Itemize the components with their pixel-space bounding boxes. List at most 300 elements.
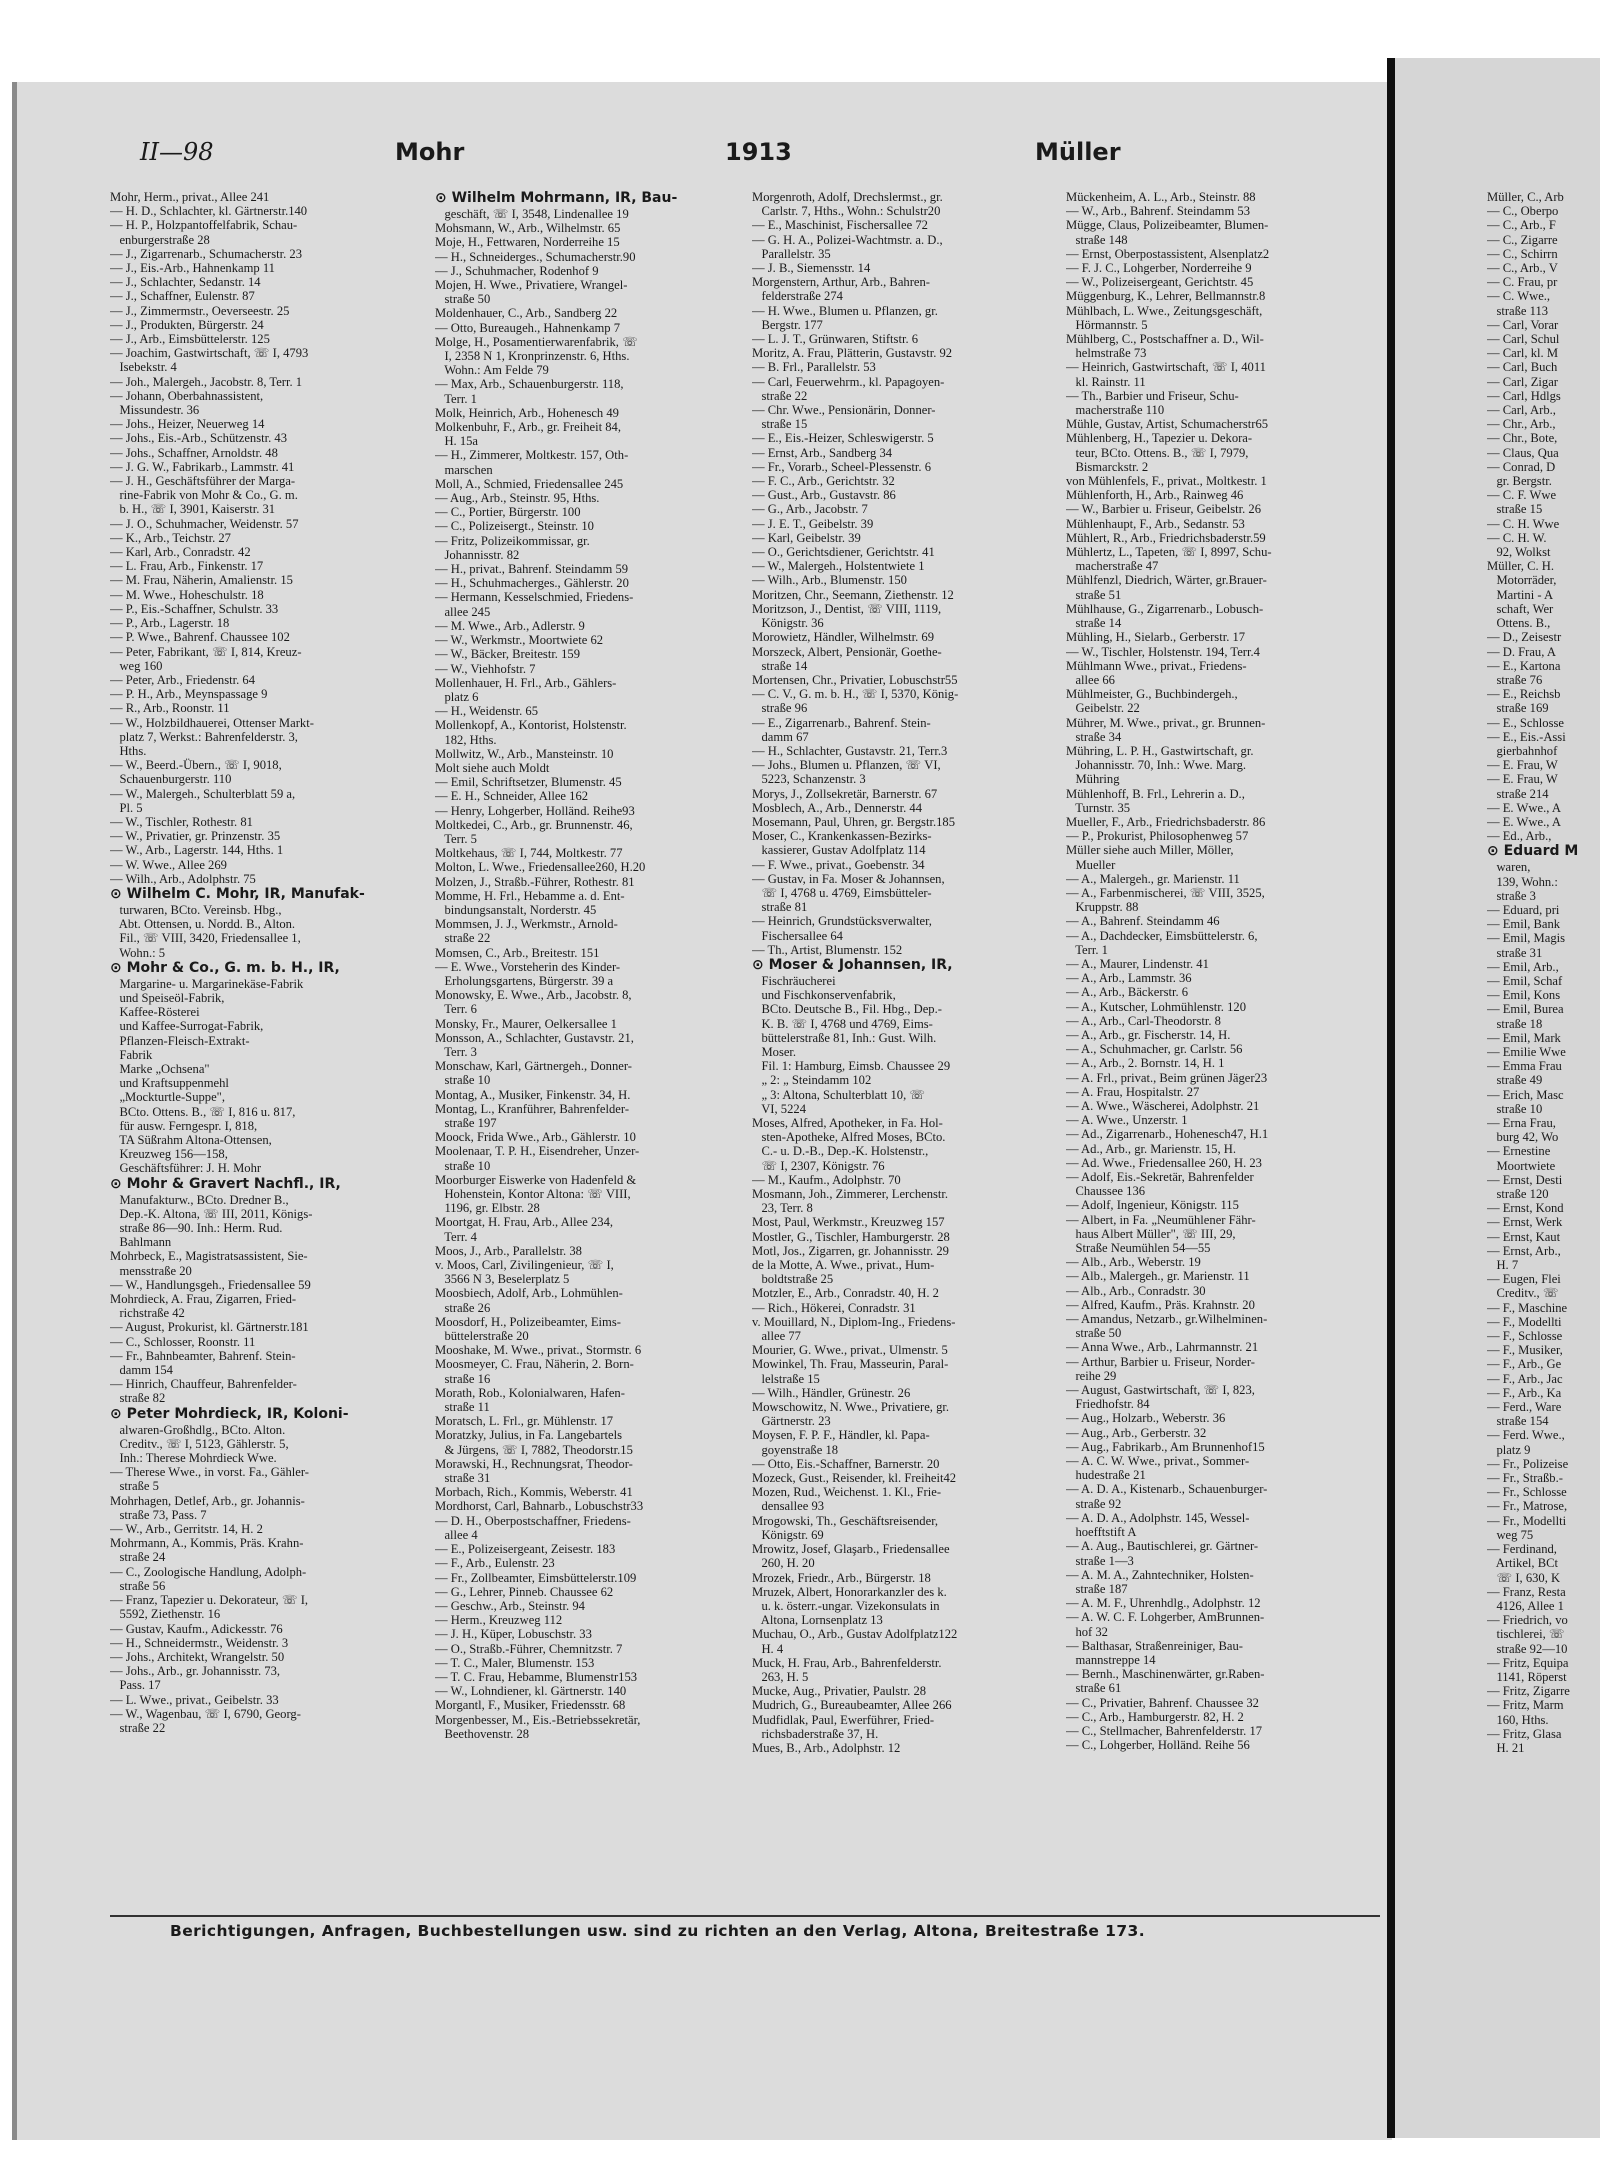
directory-entry-line: — E. Frau, W	[1487, 772, 1558, 787]
directory-entry-line: richstraße 42	[110, 1306, 185, 1321]
directory-entry-line: von Mühlenfels, F., privat., Moltkestr. 1	[1066, 474, 1267, 489]
directory-entry-line: — J. O., Schuhmacher, Weidenstr. 57	[110, 516, 299, 531]
directory-entry-line: ⊙ Moser & Johannsen, IR,	[752, 956, 953, 973]
directory-entry-line: ☏ I, 630, K	[1487, 1570, 1561, 1585]
directory-entry-line: gr. Bergstr.	[1487, 474, 1552, 489]
directory-entry-line: — L. J. T., Grünwaren, Stiftstr. 6	[752, 332, 919, 347]
directory-entry-line: b. H., ☏ I, 3901, Kaiserstr. 31	[110, 502, 276, 517]
directory-entry-line: Morgenroth, Adolf, Drechslermst., gr.	[752, 190, 943, 204]
directory-entry-line: Morys, J., Zollsekretär, Barnerstr. 67	[752, 786, 938, 801]
directory-entry-line: Mohrmann, A., Kommis, Präs. Krahn-	[110, 1536, 304, 1551]
directory-entry-line: Kruppstr. 88	[1066, 900, 1139, 915]
directory-entry-line: Pass. 17	[110, 1678, 161, 1693]
directory-entry-line: — Alb., Arb., Conradstr. 30	[1066, 1283, 1206, 1298]
directory-entry-line: helmstraße 73	[1066, 346, 1147, 361]
directory-entry-line: Bismarckstr. 2	[1066, 459, 1149, 474]
directory-entry-line: — A. Wwe., Unzerstr. 1	[1066, 1113, 1188, 1128]
directory-entry-line: Momsen, C., Arb., Breitestr. 151	[435, 945, 600, 960]
directory-entry-line: Moratzky, Julius, in Fa. Langebartels	[435, 1428, 622, 1443]
directory-entry-line: — Th., Artist, Blumenstr. 152	[752, 942, 903, 957]
directory-entry-line: — Friedrich, vo	[1487, 1613, 1568, 1628]
directory-entry-line: — Ernst, Oberpostassistent, Alsenplatz2	[1066, 246, 1270, 261]
directory-entry-line: — E. Wwe., A	[1487, 814, 1561, 829]
directory-entry-line: Mühlert, R., Arb., Friedrichsbaderstr.59	[1066, 530, 1266, 545]
directory-entry-line: — Ad., Arb., gr. Marienstr. 15, H.	[1066, 1141, 1237, 1156]
page-header	[140, 138, 1380, 178]
directory-entry-line: — P. Wwe., Bahrenf. Chaussee 102	[110, 630, 290, 645]
directory-entry-line: straße 148	[1066, 232, 1128, 247]
directory-entry-line: — E., Zigarrenarb., Bahrenf. Stein-	[752, 715, 931, 730]
directory-entry-line: — C., Arb., F	[1487, 218, 1556, 233]
directory-entry-line: Hths.	[110, 743, 147, 758]
directory-entry-line: — Albert, in Fa. „Neumühlener Fähr-	[1066, 1212, 1256, 1227]
directory-entry-line: — A. C. W. Wwe., privat., Sommer-	[1066, 1454, 1250, 1469]
directory-entry-line: für ausw. Ferngespr. I, 818,	[110, 1118, 258, 1133]
directory-entry-line: BCto. Deutsche B., Fil. Hbg., Dep.-	[752, 1002, 942, 1017]
directory-entry-line: Abt. Ottensen, u. Nordd. B., Alton.	[110, 917, 296, 932]
directory-entry-line: v. Mouillard, N., Diplom-Ing., Friedens-	[752, 1314, 956, 1329]
directory-entry-line: Mohrhagen, Detlef, Arb., gr. Johannis-	[110, 1493, 305, 1508]
directory-entry-line: rine-Fabrik von Mohr & Co., G. m.	[110, 488, 298, 503]
directory-entry-line: Mühlberg, C., Postschaffner a. D., Wil-	[1066, 332, 1264, 347]
directory-entry-line: — Th., Barbier und Friseur, Schu-	[1066, 388, 1239, 403]
directory-entry-line: densallee 93	[752, 1499, 825, 1514]
directory-entry-line: H. 21	[1487, 1740, 1525, 1755]
directory-column-5-partial	[1487, 190, 1600, 1910]
directory-entry-line: — Chr., Bote,	[1487, 431, 1558, 446]
directory-entry-line: — Erich, Masc	[1487, 1087, 1564, 1102]
directory-entry-line: Schauenburgerstr. 110	[110, 772, 232, 787]
directory-entry-line: Mührer, M. Wwe., privat., gr. Brunnen-	[1066, 715, 1266, 730]
directory-entry-line: Moosbiech, Adolf, Arb., Lohmühlen-	[435, 1286, 623, 1301]
directory-entry-line: Friedhofstr. 84	[1066, 1397, 1150, 1412]
directory-entry-line: straße 34	[1066, 729, 1122, 744]
directory-entry-line: — F., Maschine	[1487, 1300, 1568, 1315]
directory-entry-line: — A. Frl., privat., Beim grünen Jäger23	[1066, 1070, 1268, 1085]
directory-entry-line: reihe 29	[1066, 1368, 1117, 1383]
directory-entry-line: — G., Arb., Jacobstr. 7	[752, 502, 868, 517]
directory-entry-line: kl. Rainstr. 11	[1066, 374, 1146, 389]
directory-entry-line: — Arthur, Barbier u. Friseur, Norder-	[1066, 1354, 1255, 1369]
directory-entry-line: — Fr., Matrose,	[1487, 1499, 1568, 1514]
directory-entry-line: ⊙ Eduard M	[1487, 843, 1579, 860]
directory-entry-line: Montag, A., Musiker, Finkenstr. 34, H.	[435, 1087, 631, 1102]
directory-entry-line: straße 49	[1487, 1073, 1543, 1088]
directory-entry-line: — F., Arb., Jac	[1487, 1371, 1563, 1386]
directory-entry-line: straße 18	[1487, 1016, 1543, 1031]
directory-entry-line: 23, Terr. 8	[752, 1201, 813, 1216]
directory-entry-line: — Wilh., Händler, Grünestr. 26	[752, 1385, 911, 1400]
directory-entry-line: straße 14	[1066, 616, 1122, 631]
directory-entry-line: Mohrdieck, A. Frau, Zigarren, Fried-	[110, 1292, 297, 1307]
directory-entry-line: Manufakturw., BCto. Dredner B.,	[110, 1192, 289, 1207]
directory-entry-line: — Ernst, Kond	[1487, 1201, 1564, 1216]
directory-entry-line: Hörmannstr. 5	[1066, 317, 1148, 332]
directory-entry-line: — Henry, Lohgerber, Holländ. Reihe93	[435, 803, 635, 818]
directory-entry-line: straße 26	[435, 1300, 491, 1315]
directory-entry-line: — W., Lohndiener, kl. Gärtnerstr. 140	[435, 1684, 627, 1699]
directory-entry-line: Morgenstern, Arthur, Arb., Bahren-	[752, 275, 930, 290]
directory-entry-line: Königstr. 36	[752, 616, 824, 631]
directory-column-3	[752, 190, 1062, 1910]
directory-entry-line: straße 31	[435, 1471, 491, 1486]
directory-entry-line: — Heinrich, Grundstücksverwalter,	[752, 914, 932, 929]
directory-entry-line: Beethovenstr. 28	[435, 1726, 530, 1741]
directory-entry-line: — W., Polizeisergeant, Gerichtstr. 45	[1066, 275, 1254, 290]
directory-entry-line: — Wilh., Arb., Blumenstr. 150	[752, 573, 907, 588]
directory-entry-line: — P., Arb., Lagerstr. 18	[110, 616, 230, 631]
directory-entry-line: Mudrich, G., Bureaubeamter, Allee 266	[752, 1698, 952, 1713]
directory-entry-line: Molge, H., Posamentierwarenfabrik, ☏	[435, 334, 638, 349]
directory-entry-line: Müller, C., Arb	[1487, 190, 1564, 204]
directory-entry-line: Mühle, Gustav, Artist, Schumacherstr65	[1066, 417, 1269, 432]
directory-column-4	[1066, 190, 1376, 1910]
directory-entry-line: Morbach, Rich., Kommis, Weberstr. 41	[435, 1485, 633, 1500]
directory-entry-line: Moldenhauer, C., Arb., Sandberg 22	[435, 306, 618, 321]
directory-entry-line: — F., Modellti	[1487, 1314, 1562, 1329]
directory-entry-line: — E., Eis.-Heizer, Schleswigerstr. 5	[752, 431, 934, 446]
directory-entry-line: straße 56	[110, 1578, 166, 1593]
directory-entry-line: 1141, Röperst	[1487, 1669, 1567, 1684]
directory-entry-line: Mruzek, Albert, Honorarkanzler des k.	[752, 1584, 947, 1599]
directory-entry-line: Erholungsgartens, Bürgerstr. 39 a	[435, 973, 614, 988]
directory-entry-line: Morath, Rob., Kolonialwaren, Hafen-	[435, 1385, 625, 1400]
directory-entry-line: ⊙ Wilhelm C. Mohr, IR, Manufak-	[110, 885, 365, 902]
directory-entry-line: Geibelstr. 22	[1066, 701, 1140, 716]
directory-entry-line: — W., Werkmstr., Moortwiete 62	[435, 633, 604, 648]
directory-entry-line: straße 169	[1487, 701, 1549, 716]
directory-entry-line: — Peter, Arb., Friedenstr. 64	[110, 672, 256, 687]
directory-entry-line: Moje, H., Fettwaren, Norderreihe 15	[435, 235, 620, 250]
directory-entry-line: — H. P., Holzpantoffelfabrik, Schau-	[110, 218, 298, 233]
directory-entry-line: — G. H. A., Polizei-Wachtmstr. a. D.,	[752, 232, 943, 247]
directory-entry-line: Terr. 1	[435, 391, 477, 406]
directory-entry-line: — Johann, Oberbahnassistent,	[110, 388, 264, 403]
directory-entry-line: Artikel, BCt	[1487, 1556, 1559, 1571]
directory-entry-line: — J., Schlachter, Sedanstr. 14	[110, 275, 261, 290]
directory-entry-line: Moosdorf, H., Polizeibeamter, Eims-	[435, 1314, 621, 1329]
directory-entry-line: 160, Hths.	[1487, 1712, 1549, 1727]
directory-entry-line: Moltkehaus, ☏ I, 744, Moltkestr. 77	[435, 846, 623, 861]
directory-entry-line: Moser.	[752, 1044, 797, 1059]
directory-entry-line: K. B. ☏ I, 4768 und 4769, Eims-	[752, 1016, 933, 1031]
directory-entry-line: — M. Wwe., Hoheschulstr. 18	[110, 587, 264, 602]
directory-entry-line: Hohenstein, Kontor Altona: ☏ VIII,	[435, 1187, 631, 1202]
directory-entry-line: — J., Arb., Eimsbüttelerstr. 125	[110, 332, 270, 347]
directory-entry-line: — Max, Arb., Schauenburgerstr. 118,	[435, 377, 624, 392]
directory-entry-line: — Alb., Arb., Weberstr. 19	[1066, 1255, 1201, 1270]
directory-entry-line: — Ferd. Wwe.,	[1487, 1428, 1565, 1443]
directory-entry-line: kassierer, Gustav Adolfplatz 114	[752, 843, 926, 858]
directory-entry-line: — A., Arb., Carl-Theodorstr. 8	[1066, 1013, 1221, 1028]
directory-entry-line: — Heinrich, Gastwirtschaft, ☏ I, 4011	[1066, 360, 1266, 375]
directory-entry-line: — Fritz, Marm	[1487, 1698, 1564, 1713]
directory-entry-line: — E., Maschinist, Fischersallee 72	[752, 218, 928, 233]
directory-entry-line: straße 187	[1066, 1581, 1128, 1596]
directory-entry-line: — H., privat., Bahrenf. Steindamm 59	[435, 562, 629, 577]
directory-entry-line: — C. H. W.	[1487, 530, 1547, 545]
directory-entry-line: straße 73, Pass. 7	[110, 1507, 207, 1522]
directory-entry-line: enburgerstraße 28	[110, 232, 210, 247]
directory-entry-line: — Fritz, Equipa	[1487, 1655, 1569, 1670]
directory-entry-line: — Ferd., Ware	[1487, 1400, 1562, 1415]
directory-entry-line: — Emilie Wwe	[1487, 1044, 1566, 1059]
directory-entry-line: Mowschowitz, N. Wwe., Privatiere, gr.	[752, 1400, 950, 1415]
directory-entry-line: Moritz, A. Frau, Plätterin, Gustavstr. 92	[752, 346, 953, 361]
directory-entry-line: Mühlbach, L. Wwe., Zeitungsgeschäft,	[1066, 303, 1263, 318]
directory-entry-line: — C., Zigarre	[1487, 232, 1558, 247]
directory-entry-line: — Carl, Feuerwehrm., kl. Papagoyen-	[752, 374, 945, 389]
directory-entry-line: Mudfidlak, Paul, Ewerführer, Fried-	[752, 1712, 935, 1727]
directory-entry-line: — Bernh., Maschinenwärter, gr.Raben-	[1066, 1667, 1265, 1682]
directory-entry-line: ☏ I, 4768 u. 4769, Eimsbütteler-	[752, 885, 932, 900]
directory-entry-line: „ 3: Altona, Schulterblatt 10, ☏	[752, 1087, 926, 1102]
directory-entry-line: — Gustav, Kaufm., Adickesstr. 76	[110, 1621, 283, 1636]
directory-entry-line: Mrowitz, Josef, Glaşarb., Friedensallee	[752, 1542, 950, 1557]
directory-entry-line: — Carl, Arb.,	[1487, 403, 1556, 418]
directory-entry-line: Fil. 1: Hamburg, Eimsb. Chaussee 29	[752, 1059, 951, 1074]
directory-entry-line: 5223, Schanzenstr. 3	[752, 772, 866, 787]
directory-entry-line: Mommsen, J. J., Werkmstr., Arnold-	[435, 917, 618, 932]
directory-entry-line: straße 81	[752, 900, 808, 915]
directory-entry-line: — Johs., Arb., gr. Johannisstr. 73,	[110, 1664, 281, 1679]
directory-entry-line: — Herm., Kreuzweg 112	[435, 1613, 563, 1628]
directory-entry-line: — E. Frau, W	[1487, 758, 1558, 773]
directory-entry-line: — A. M. A., Zahntechniker, Holsten-	[1066, 1567, 1254, 1582]
directory-entry-line: — C., Zoologische Handlung, Adolph-	[110, 1564, 307, 1579]
directory-entry-line: lelstraße 15	[752, 1371, 820, 1386]
directory-entry-line: Mühlenhoff, B. Frl., Lehrerin a. D.,	[1066, 786, 1245, 801]
directory-entry-line: BCto. Ottens. B., ☏ I, 816 u. 817,	[110, 1104, 296, 1119]
directory-entry-line: — C., Polizeisergt., Steinstr. 10	[435, 519, 594, 534]
directory-entry-line: macherstraße 110	[1066, 403, 1165, 418]
directory-entry-line: — Claus, Qua	[1487, 445, 1559, 460]
directory-entry-line: — Franz, Tapezier u. Dekorateur, ☏ I,	[110, 1593, 309, 1608]
directory-entry-line: Missundestr. 36	[110, 403, 200, 418]
directory-entry-line: Fischräucherei	[752, 973, 836, 988]
directory-entry-line: — W., Bäcker, Breitestr. 159	[435, 647, 580, 662]
directory-entry-line: H. 15a	[435, 434, 479, 449]
directory-entry-line: — W., Wagenbau, ☏ I, 6790, Georg-	[110, 1706, 301, 1721]
directory-entry-line: platz 7, Werkst.: Bahrenfelderstr. 3,	[110, 729, 298, 744]
directory-entry-line: platz 9	[1487, 1442, 1531, 1457]
directory-entry-line: Mojen, H. Wwe., Privatiere, Wrangel-	[435, 278, 628, 293]
directory-entry-line: — F. Wwe., privat., Goebenstr. 34	[752, 857, 925, 872]
directory-entry-line: — J., Zigarrenarb., Schumacherstr. 23	[110, 246, 302, 261]
directory-entry-line: Mostler, G., Tischler, Hamburgerstr. 28	[752, 1229, 950, 1244]
directory-entry-line: Terr. 3	[435, 1044, 477, 1059]
directory-entry-line: — Johs., Heizer, Neuerweg 14	[110, 417, 265, 432]
directory-entry-line: — W., Barbier u. Friseur, Geibelstr. 26	[1066, 502, 1262, 517]
directory-entry-line: straße 61	[1066, 1681, 1122, 1696]
directory-entry-line: Mollenkopf, A., Kontorist, Holstenstr.	[435, 718, 627, 733]
directory-entry-line: — W., Malergeh., Holstentwiete 1	[752, 559, 925, 574]
directory-entry-line: — Ed., Arb.,	[1487, 829, 1552, 844]
directory-entry-line: — F., Arb., Ge	[1487, 1357, 1562, 1372]
directory-entry-line: 3566 N 3, Beselerplatz 5	[435, 1272, 570, 1287]
directory-entry-line: — Geschw., Arb., Steinstr. 94	[435, 1598, 585, 1613]
directory-entry-line: — Ernst, Desti	[1487, 1172, 1563, 1187]
directory-entry-line: — C., Arb., Hamburgerstr. 82, H. 2	[1066, 1709, 1244, 1724]
directory-entry-line: — E., Eis.-Assi	[1487, 729, 1566, 744]
directory-entry-line: — M., Kaufm., Adolphstr. 70	[752, 1172, 901, 1187]
directory-entry-line: — Fr., Vorarb., Scheel-Plessenstr. 6	[752, 459, 931, 474]
directory-entry-line: — Wilh., Arb., Adolphstr. 75	[110, 871, 256, 886]
directory-entry-line: Muchau, O., Arb., Gustav Adolfplatz122	[752, 1627, 958, 1642]
directory-entry-line: Isebekstr. 4	[110, 360, 177, 375]
directory-entry-line: mensstraße 20	[110, 1263, 192, 1278]
directory-entry-line: Geschäftsführer: J. H. Mohr	[110, 1161, 262, 1176]
right-running-head: Müller	[1035, 138, 1121, 166]
directory-entry-line: — Therese Wwe., in vorst. Fa., Gähler-	[110, 1465, 309, 1480]
directory-entry-line: Moritzson, J., Dentist, ☏ VIII, 1119,	[752, 601, 942, 616]
directory-entry-line: Parallelstr. 35	[752, 246, 831, 261]
directory-entry-line: Moser, C., Krankenkassen-Bezirks-	[752, 829, 932, 844]
directory-entry-line: — Fr., Schlosse	[1487, 1485, 1567, 1500]
directory-entry-line: — Carl, kl. M	[1487, 346, 1559, 361]
directory-entry-line: H. 7	[1487, 1258, 1519, 1273]
directory-entry-line: Mühlenhaupt, F., Arb., Sedanstr. 53	[1066, 516, 1245, 531]
directory-entry-line: Mosmann, Joh., Zimmerer, Lerchenstr.	[752, 1187, 949, 1202]
directory-entry-line: — Carl, Buch	[1487, 360, 1558, 375]
directory-entry-line: — A. Frau, Hospitalstr. 27	[1066, 1084, 1200, 1099]
directory-entry-line: Mollenhauer, H. Frl., Arb., Gählers-	[435, 675, 617, 690]
directory-entry-line: Moolenaar, T. P. H., Eisendreher, Unzer-	[435, 1144, 640, 1159]
directory-entry-line: — Alfred, Kaufm., Präs. Krahnstr. 20	[1066, 1297, 1255, 1312]
directory-entry-line: Dep.-K. Altona, ☏ III, 2011, Königs-	[110, 1206, 313, 1221]
directory-entry-line: Molkenbuhr, F., Arb., gr. Freiheit 84,	[435, 420, 621, 435]
directory-entry-line: Montag, L., Kranführer, Bahrenfelder-	[435, 1101, 630, 1116]
directory-entry-line: — Fr., Zollbeamter, Eimsbüttelerstr.109	[435, 1570, 637, 1585]
directory-entry-line: — E., Reichsb	[1487, 687, 1561, 702]
directory-entry-line: straße 10	[1487, 1101, 1543, 1116]
directory-entry-line: — Peter, Fabrikant, ☏ I, 814, Kreuz-	[110, 644, 302, 659]
directory-entry-line: — C., Privatier, Bahrenf. Chaussee 32	[1066, 1695, 1259, 1710]
directory-entry-line: weg 75	[1487, 1527, 1534, 1542]
directory-entry-line: — D., Zeisestr	[1487, 630, 1562, 645]
directory-entry-line: büttelerstraße 81, Inh.: Gust. Wilh.	[752, 1030, 937, 1045]
directory-entry-line: Mrozek, Friedr., Arb., Bürgerstr. 18	[752, 1570, 931, 1585]
directory-entry-line: straße 197	[435, 1116, 497, 1130]
directory-entry-line: TA Süßrahm Altona-Ottensen,	[110, 1133, 272, 1147]
directory-entry-line: straße 120	[1487, 1187, 1549, 1202]
directory-entry-line: — Anna Wwe., Arb., Lahrmannstr. 21	[1066, 1340, 1259, 1355]
directory-entry-line: Johannisstr. 82	[435, 547, 520, 562]
directory-entry-line: — August, Gastwirtschaft, ☏ I, 823,	[1066, 1383, 1255, 1398]
directory-entry-line: Johannisstr. 70, Inh.: Wwe. Marg.	[1066, 758, 1247, 773]
directory-entry-line: straße 24	[110, 1550, 166, 1565]
directory-entry-line: — H., Schneiderges., Schumacherstr.90	[435, 249, 636, 264]
directory-entry-line: Mühlenberg, H., Tapezier u. Dekora-	[1066, 431, 1253, 446]
directory-entry-line: Müggenburg, K., Lehrer, Bellmannstr.8	[1066, 289, 1266, 304]
publisher-footer: Berichtigungen, Anfragen, Buchbestellungen usw. sind zu richten an den Verlag, Altona, Breitestraße 173.	[170, 1922, 1145, 1940]
directory-entry-line: Mückenheim, A. L., Arb., Steinstr. 88	[1066, 190, 1256, 204]
directory-entry-line: straße 10	[435, 1073, 491, 1088]
directory-entry-line: straße 82	[110, 1391, 166, 1406]
directory-entry-line: Mozeck, Gust., Reisender, kl. Freiheit42	[752, 1471, 957, 1486]
directory-entry-line: Mues, B., Arb., Adolphstr. 12	[752, 1740, 901, 1755]
directory-entry-line: — A. Wwe., Wäscherei, Adolphstr. 21	[1066, 1099, 1260, 1113]
directory-entry-line: — C., Stellmacher, Bahrenfelderstr. 17	[1066, 1723, 1263, 1738]
directory-entry-line: — A., Farbenmischerei, ☏ VIII, 3525,	[1066, 885, 1265, 900]
directory-entry-line: — Emil, Burea	[1487, 1002, 1564, 1017]
directory-column-2	[435, 190, 745, 1910]
directory-entry-line: Mollwitz, W., Arb., Mansteinstr. 10	[435, 746, 614, 761]
directory-entry-line: — Johs., Architekt, Wrangelstr. 50	[110, 1649, 285, 1664]
directory-entry-line: — W., Privatier, gr. Prinzenstr. 35	[110, 829, 281, 844]
directory-entry-line: — Aug., Arb., Steinstr. 95, Hths.	[435, 491, 600, 506]
directory-entry-line: Mühlfenzl, Diedrich, Wärter, gr.Brauer-	[1066, 573, 1267, 588]
directory-entry-line: Fabrik	[110, 1047, 153, 1062]
directory-entry-line: ⊙ Peter Mohrdieck, IR, Koloni-	[110, 1405, 349, 1422]
directory-entry-line: straße 16	[435, 1371, 491, 1386]
directory-entry-line: — Fr., Modellti	[1487, 1513, 1567, 1528]
directory-entry-line: — Adolf, Ingenieur, Königstr. 115	[1066, 1198, 1239, 1213]
directory-entry-line: Mühling, H., Sielarb., Gerberstr. 17	[1066, 630, 1246, 645]
directory-entry-line: — C., Oberpo	[1487, 204, 1559, 219]
directory-entry-line: Mühlhause, G., Zigarrenarb., Lobusch-	[1066, 601, 1264, 616]
directory-entry-line: — Ad., Zigarrenarb., Hohenesch47, H.1	[1066, 1127, 1269, 1142]
directory-entry-line: — Adolf, Eis.-Sekretär, Bahrenfelder	[1066, 1170, 1254, 1185]
directory-entry-line: — A., Arb., 2. Bornstr. 14, H. 1	[1066, 1056, 1225, 1071]
year-heading: 1913	[725, 138, 792, 166]
directory-entry-line: geschäft, ☏ I, 3548, Lindenallee 19	[435, 207, 629, 221]
directory-entry-line: — Rich., Hökerei, Conradstr. 31	[752, 1300, 916, 1315]
directory-entry-line: 182, Hths.	[435, 732, 497, 747]
directory-entry-line: und Kaffee-Surrogat-Fabrik,	[110, 1019, 264, 1034]
directory-entry-line: — H. D., Schlachter, kl. Gärtnerstr.140	[110, 204, 308, 219]
directory-entry-line: Moortgat, H. Frau, Arb., Allee 234,	[435, 1215, 614, 1230]
directory-entry-line: Pl. 5	[110, 800, 143, 815]
directory-entry-line: — Emil, Mark	[1487, 1030, 1561, 1045]
directory-entry-line: straße 1—3	[1066, 1553, 1134, 1568]
directory-entry-line: — Ernst, Kaut	[1487, 1229, 1561, 1244]
directory-entry-line: Mosblech, A., Arb., Dennerstr. 44	[752, 800, 922, 815]
directory-entry-line: büttelerstraße 20	[435, 1329, 529, 1344]
directory-entry-line: — Aug., Holzarb., Weberstr. 36	[1066, 1411, 1226, 1426]
directory-entry-line: — Gustav, in Fa. Moser & Johannsen,	[752, 871, 945, 886]
directory-entry-line: allee 4	[435, 1527, 478, 1542]
directory-entry-line: — C. Wwe.,	[1487, 289, 1551, 304]
directory-entry-line: — R., Arb., Roonstr. 11	[110, 701, 230, 716]
directory-entry-line: Mühlmeister, G., Buchbindergeh.,	[1066, 687, 1238, 702]
directory-entry-line: Most, Paul, Werkmstr., Kreuzweg 157	[752, 1215, 945, 1230]
directory-entry-line: — Joachim, Gastwirtschaft, ☏ I, 4793	[110, 346, 309, 361]
directory-entry-line: — Aug., Arb., Gerberstr. 32	[1066, 1425, 1207, 1440]
directory-entry-line: — K., Arb., Teichstr. 27	[110, 530, 231, 545]
directory-entry-line: — C., Portier, Bürgerstr. 100	[435, 505, 581, 520]
directory-entry-line: — C., Schirrn	[1487, 246, 1558, 261]
directory-entry-line: Mueller	[1066, 857, 1116, 872]
directory-entry-line: hof 32	[1066, 1624, 1108, 1639]
directory-entry-line: Straße Neumühlen 54—55	[1066, 1241, 1211, 1256]
directory-entry-line: — W., Tischler, Rothestr. 81	[110, 814, 253, 829]
directory-entry-line: 5592, Ziethenstr. 16	[110, 1607, 221, 1622]
directory-entry-line: straße 154	[1487, 1414, 1549, 1429]
directory-entry-line: burg 42, Wo	[1487, 1130, 1559, 1145]
directory-entry-line: allee 245	[435, 604, 491, 619]
directory-entry-line: Moll, A., Schmied, Friedensallee 245	[435, 476, 624, 491]
directory-entry-line: — F., Schlosse	[1487, 1329, 1563, 1344]
directory-entry-line: Altona, Lornsenplatz 13	[752, 1613, 883, 1628]
directory-entry-line: Moorburger Eiswerke von Hadenfeld &	[435, 1172, 637, 1187]
directory-entry-line: Mühring	[1066, 772, 1120, 787]
directory-entry-line: Momme, H. Frl., Hebamme a. d. Ent-	[435, 888, 625, 903]
directory-entry-line: — Johs., Blumen u. Pflanzen, ☏ VI,	[752, 758, 941, 773]
directory-entry-line: Motorräder,	[1487, 573, 1557, 588]
directory-entry-line: — Johs., Schaffner, Arnoldstr. 48	[110, 445, 278, 460]
directory-entry-line: — J., Eis.-Arb., Hahnenkamp 11	[110, 261, 275, 276]
